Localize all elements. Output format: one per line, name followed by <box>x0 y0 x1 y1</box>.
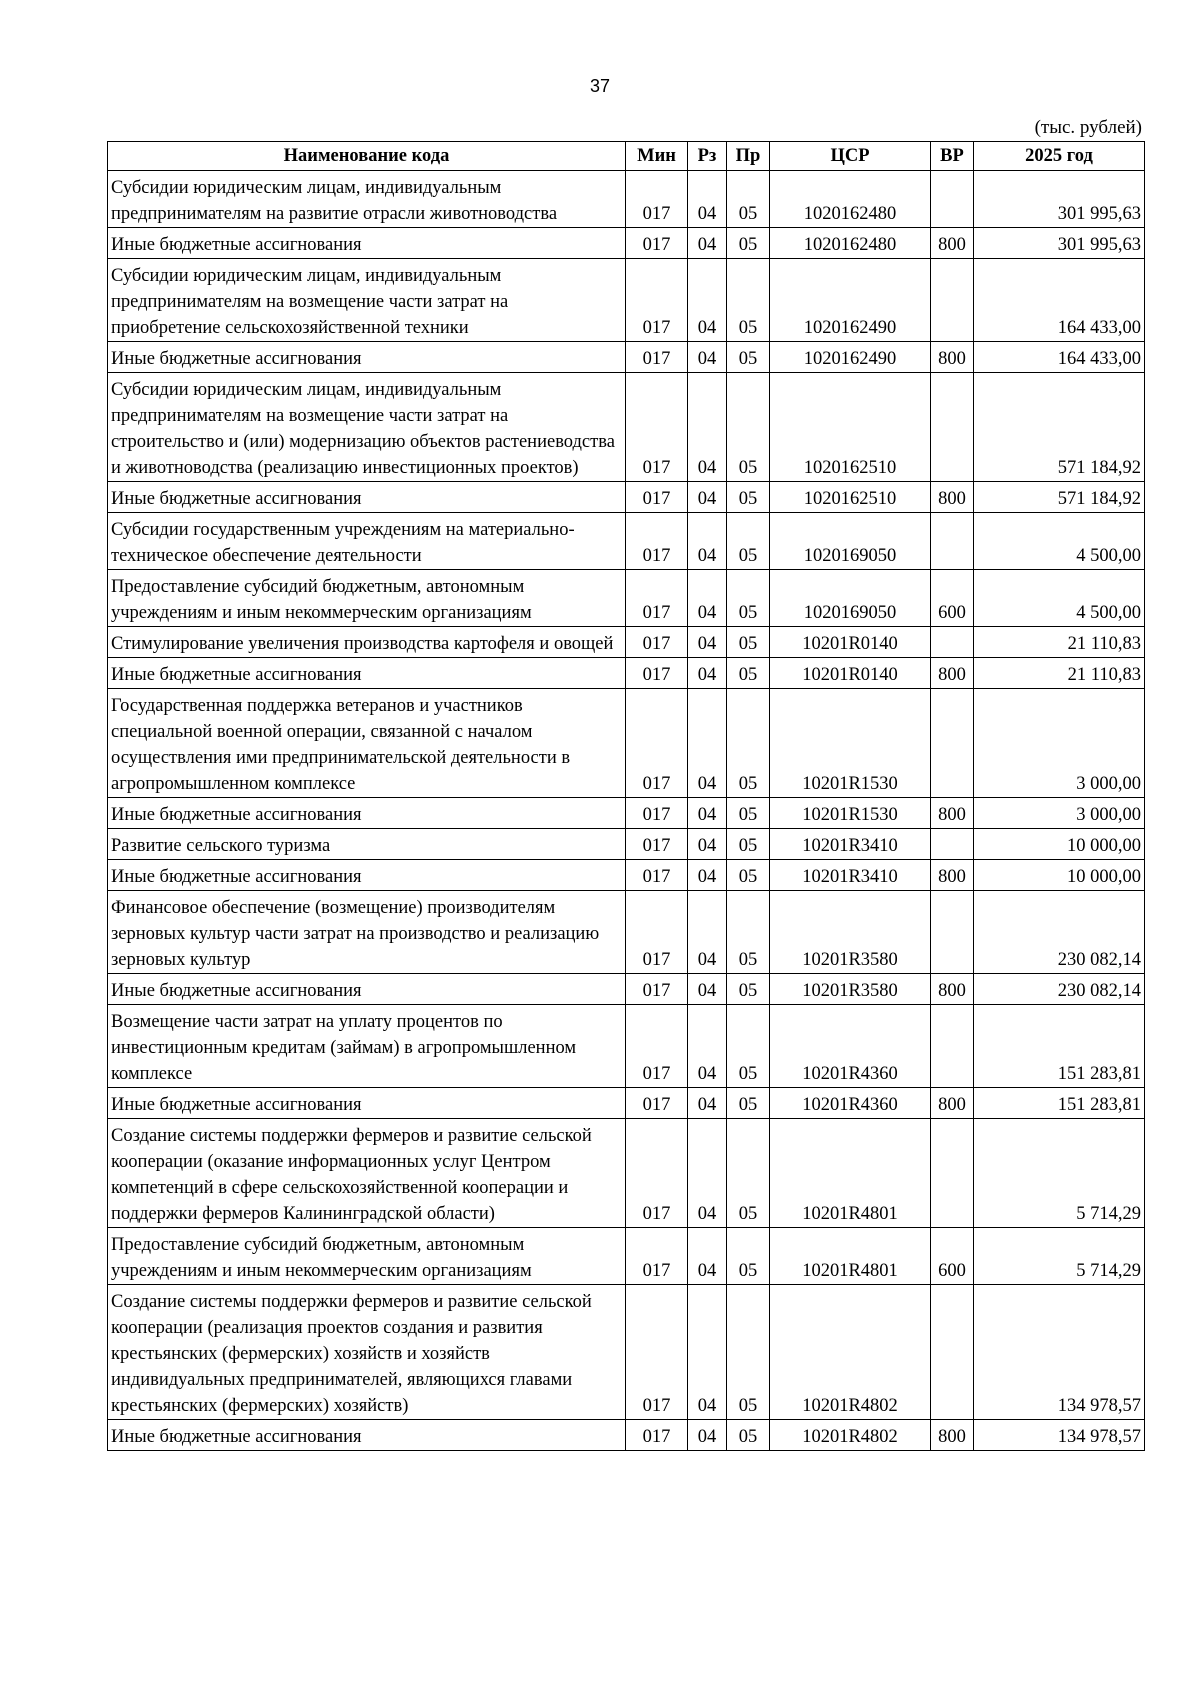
row-csr: 10201R4801 <box>770 1119 931 1228</box>
row-name: Иные бюджетные ассигнования <box>108 860 626 891</box>
header-year: 2025 год <box>974 142 1145 171</box>
row-min: 017 <box>626 259 688 342</box>
row-vr <box>931 689 974 798</box>
row-pr: 05 <box>727 342 770 373</box>
table-row <box>108 228 1145 259</box>
row-csr: 1020162510 <box>770 373 931 482</box>
header-vr: ВР <box>931 142 974 171</box>
table-row <box>108 171 1145 228</box>
row-amount: 21 110,83 <box>974 658 1145 689</box>
row-min: 017 <box>626 1005 688 1088</box>
row-rz: 04 <box>688 513 727 570</box>
row-pr: 05 <box>727 689 770 798</box>
row-rz: 04 <box>688 829 727 860</box>
row-pr: 05 <box>727 1420 770 1451</box>
header-min: Мин <box>626 142 688 171</box>
row-name: Предоставление субсидий бюджетным, автономным учреждениям и иным некоммерческим организациям <box>108 570 626 627</box>
row-rz: 04 <box>688 1285 727 1420</box>
row-min: 017 <box>626 342 688 373</box>
row-amount: 164 433,00 <box>974 259 1145 342</box>
table-row <box>108 570 1145 627</box>
row-name: Иные бюджетные ассигнования <box>108 482 626 513</box>
row-vr <box>931 1005 974 1088</box>
row-pr: 05 <box>727 513 770 570</box>
row-rz: 04 <box>688 860 727 891</box>
row-rz: 04 <box>688 373 727 482</box>
row-rz: 04 <box>688 1119 727 1228</box>
table-row <box>108 482 1145 513</box>
row-csr: 10201R4802 <box>770 1285 931 1420</box>
row-name: Иные бюджетные ассигнования <box>108 658 626 689</box>
row-min: 017 <box>626 1119 688 1228</box>
row-vr: 800 <box>931 1088 974 1119</box>
row-amount: 4 500,00 <box>974 513 1145 570</box>
row-amount: 151 283,81 <box>974 1088 1145 1119</box>
row-min: 017 <box>626 1420 688 1451</box>
row-amount: 301 995,63 <box>974 228 1145 259</box>
table-row <box>108 1285 1145 1420</box>
row-vr <box>931 171 974 228</box>
row-csr: 1020162480 <box>770 171 931 228</box>
row-amount: 5 714,29 <box>974 1228 1145 1285</box>
table-row <box>108 373 1145 482</box>
table-row <box>108 1119 1145 1228</box>
row-name: Иные бюджетные ассигнования <box>108 1088 626 1119</box>
row-vr: 800 <box>931 342 974 373</box>
row-rz: 04 <box>688 658 727 689</box>
row-min: 017 <box>626 1088 688 1119</box>
header-pr: Пр <box>727 142 770 171</box>
row-name: Государственная поддержка ветеранов и участников специальной военной операции, связанной с началом осуществления ими предпринимательской деятельности в агропромышленном комплексе <box>108 689 626 798</box>
row-name: Иные бюджетные ассигнования <box>108 228 626 259</box>
row-amount: 10 000,00 <box>974 829 1145 860</box>
table-row <box>108 689 1145 798</box>
table-header <box>108 142 1145 171</box>
row-csr: 1020169050 <box>770 570 931 627</box>
row-csr: 10201R3580 <box>770 974 931 1005</box>
row-vr: 800 <box>931 1420 974 1451</box>
row-name: Возмещение части затрат на уплату процентов по инвестиционным кредитам (займам) в агропромышленном комплексе <box>108 1005 626 1088</box>
row-vr: 600 <box>931 1228 974 1285</box>
row-amount: 164 433,00 <box>974 342 1145 373</box>
row-amount: 21 110,83 <box>974 627 1145 658</box>
row-vr: 800 <box>931 658 974 689</box>
row-amount: 10 000,00 <box>974 860 1145 891</box>
row-name: Иные бюджетные ассигнования <box>108 342 626 373</box>
row-csr: 1020162490 <box>770 259 931 342</box>
header-name: Наименование кода <box>108 142 626 171</box>
page-number: 37 <box>589 76 611 96</box>
row-pr: 05 <box>727 1228 770 1285</box>
row-pr: 05 <box>727 1088 770 1119</box>
table-row <box>108 513 1145 570</box>
row-vr: 800 <box>931 974 974 1005</box>
row-vr <box>931 627 974 658</box>
row-rz: 04 <box>688 1005 727 1088</box>
row-pr: 05 <box>727 1285 770 1420</box>
row-name: Иные бюджетные ассигнования <box>108 974 626 1005</box>
table-row <box>108 658 1145 689</box>
row-min: 017 <box>626 570 688 627</box>
row-vr: 800 <box>931 482 974 513</box>
row-min: 017 <box>626 373 688 482</box>
table-row <box>108 342 1145 373</box>
row-rz: 04 <box>688 798 727 829</box>
row-vr <box>931 1285 974 1420</box>
row-name: Создание системы поддержки фермеров и развитие сельской кооперации (оказание информационных услуг Центром компетенций в сфере сельскохозяйственной кооперации и поддержки фермеров Калининградской области) <box>108 1119 626 1228</box>
row-amount: 134 978,57 <box>974 1420 1145 1451</box>
row-name: Создание системы поддержки фермеров и развитие сельской кооперации (реализация проектов создания и развития крестьянских (фермерских) хозяйств и хозяйств индивидуальных предпринимателей, являющихся главами крестьянских (фермерских) хозяйств) <box>108 1285 626 1420</box>
row-csr: 10201R1530 <box>770 689 931 798</box>
row-pr: 05 <box>727 627 770 658</box>
row-min: 017 <box>626 1285 688 1420</box>
row-vr: 800 <box>931 798 974 829</box>
row-pr: 05 <box>727 829 770 860</box>
row-min: 017 <box>626 798 688 829</box>
row-name: Иные бюджетные ассигнования <box>108 1420 626 1451</box>
row-amount: 134 978,57 <box>974 1285 1145 1420</box>
row-min: 017 <box>626 829 688 860</box>
row-name: Предоставление субсидий бюджетным, автономным учреждениям и иным некоммерческим организациям <box>108 1228 626 1285</box>
table-row <box>108 1088 1145 1119</box>
row-min: 017 <box>626 658 688 689</box>
row-name: Субсидии юридическим лицам, индивидуальным предпринимателям на возмещение части затрат на приобретение сельскохозяйственной техники <box>108 259 626 342</box>
row-pr: 05 <box>727 228 770 259</box>
row-csr: 1020162480 <box>770 228 931 259</box>
table-row <box>108 891 1145 974</box>
row-vr <box>931 891 974 974</box>
table-row <box>108 1420 1145 1451</box>
row-vr: 600 <box>931 570 974 627</box>
row-vr <box>931 373 974 482</box>
row-vr: 800 <box>931 228 974 259</box>
row-csr: 10201R3410 <box>770 860 931 891</box>
row-rz: 04 <box>688 891 727 974</box>
row-vr <box>931 259 974 342</box>
row-csr: 10201R4801 <box>770 1228 931 1285</box>
row-min: 017 <box>626 627 688 658</box>
header-rz: Рз <box>688 142 727 171</box>
table-body <box>108 171 1145 1451</box>
row-amount: 151 283,81 <box>974 1005 1145 1088</box>
row-amount: 571 184,92 <box>974 482 1145 513</box>
row-csr: 1020162490 <box>770 342 931 373</box>
header-csr: ЦСР <box>770 142 931 171</box>
row-csr: 10201R1530 <box>770 798 931 829</box>
row-rz: 04 <box>688 627 727 658</box>
table-row <box>108 860 1145 891</box>
row-pr: 05 <box>727 974 770 1005</box>
row-amount: 230 082,14 <box>974 974 1145 1005</box>
row-amount: 301 995,63 <box>974 171 1145 228</box>
row-name: Стимулирование увеличения производства картофеля и овощей <box>108 627 626 658</box>
row-min: 017 <box>626 891 688 974</box>
table-row <box>108 829 1145 860</box>
row-amount: 3 000,00 <box>974 798 1145 829</box>
row-vr <box>931 1119 974 1228</box>
row-csr: 10201R0140 <box>770 627 931 658</box>
row-rz: 04 <box>688 974 727 1005</box>
row-csr: 10201R4360 <box>770 1005 931 1088</box>
row-name: Иные бюджетные ассигнования <box>108 798 626 829</box>
row-rz: 04 <box>688 1228 727 1285</box>
row-amount: 230 082,14 <box>974 891 1145 974</box>
row-csr: 1020169050 <box>770 513 931 570</box>
row-min: 017 <box>626 689 688 798</box>
row-min: 017 <box>626 860 688 891</box>
row-name: Субсидии государственным учреждениям на материально-техническое обеспечение деятельности <box>108 513 626 570</box>
row-csr: 1020162510 <box>770 482 931 513</box>
row-amount: 3 000,00 <box>974 689 1145 798</box>
row-min: 017 <box>626 1228 688 1285</box>
row-pr: 05 <box>727 373 770 482</box>
row-name: Субсидии юридическим лицам, индивидуальным предпринимателям на развитие отрасли животноводства <box>108 171 626 228</box>
row-amount: 571 184,92 <box>974 373 1145 482</box>
row-rz: 04 <box>688 228 727 259</box>
row-rz: 04 <box>688 689 727 798</box>
row-rz: 04 <box>688 259 727 342</box>
row-rz: 04 <box>688 171 727 228</box>
row-vr <box>931 513 974 570</box>
row-csr: 10201R3410 <box>770 829 931 860</box>
row-pr: 05 <box>727 891 770 974</box>
row-csr: 10201R4360 <box>770 1088 931 1119</box>
row-min: 017 <box>626 974 688 1005</box>
row-csr: 10201R0140 <box>770 658 931 689</box>
header-row <box>108 142 1145 171</box>
table-row <box>108 259 1145 342</box>
table-row <box>108 627 1145 658</box>
row-min: 017 <box>626 171 688 228</box>
unit-label: (тыс. рублей) <box>1034 117 1142 138</box>
row-rz: 04 <box>688 1088 727 1119</box>
row-min: 017 <box>626 482 688 513</box>
row-amount: 5 714,29 <box>974 1119 1145 1228</box>
row-csr: 10201R3580 <box>770 891 931 974</box>
table-row <box>108 1228 1145 1285</box>
table-row <box>108 1005 1145 1088</box>
budget-table <box>107 141 1145 1451</box>
row-rz: 04 <box>688 1420 727 1451</box>
row-vr <box>931 829 974 860</box>
row-pr: 05 <box>727 798 770 829</box>
row-csr: 10201R4802 <box>770 1420 931 1451</box>
row-min: 017 <box>626 228 688 259</box>
row-pr: 05 <box>727 658 770 689</box>
row-pr: 05 <box>727 570 770 627</box>
row-pr: 05 <box>727 1119 770 1228</box>
row-rz: 04 <box>688 342 727 373</box>
row-vr: 800 <box>931 860 974 891</box>
row-amount: 4 500,00 <box>974 570 1145 627</box>
row-pr: 05 <box>727 171 770 228</box>
row-name: Финансовое обеспечение (возмещение) производителям зерновых культур части затрат на производство и реализацию зерновых культур <box>108 891 626 974</box>
row-pr: 05 <box>727 482 770 513</box>
row-pr: 05 <box>727 1005 770 1088</box>
row-min: 017 <box>626 513 688 570</box>
table-row <box>108 974 1145 1005</box>
row-rz: 04 <box>688 482 727 513</box>
table-row <box>108 798 1145 829</box>
row-pr: 05 <box>727 259 770 342</box>
row-name: Субсидии юридическим лицам, индивидуальным предпринимателям на возмещение части затрат на строительство и (или) модернизацию объектов растениеводства и животноводства (реализацию инвестиционных проектов) <box>108 373 626 482</box>
row-pr: 05 <box>727 860 770 891</box>
row-name: Развитие сельского туризма <box>108 829 626 860</box>
row-rz: 04 <box>688 570 727 627</box>
